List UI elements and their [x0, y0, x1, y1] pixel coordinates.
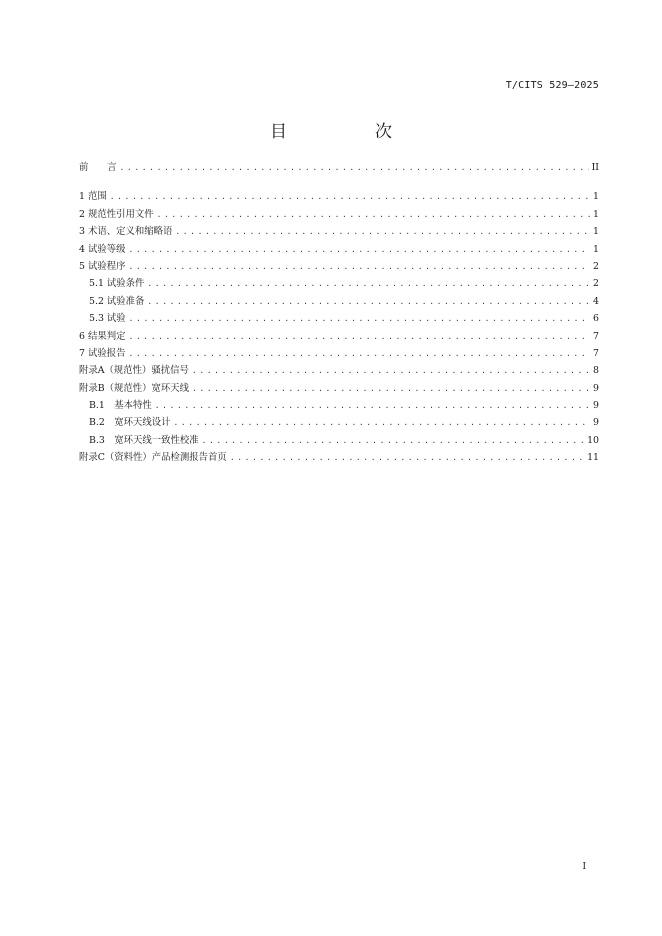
toc-leader-dots	[155, 397, 590, 414]
toc-entry[interactable]	[79, 328, 599, 345]
toc-entry-page: 1	[593, 208, 599, 220]
toc-entry-label: 附录B（规范性）宽环天线	[79, 382, 190, 394]
toc-entry-page: II	[591, 161, 599, 173]
toc-entry-label: 3 术语、定义和缩略语	[79, 226, 173, 238]
toc-leader-dots	[128, 258, 590, 275]
toc-entry[interactable]	[79, 241, 599, 258]
toc-entry-label: 5.2 试验准备	[89, 295, 145, 307]
toc-entry-page: 9	[593, 400, 599, 412]
toc-entry-page: 7	[593, 330, 599, 342]
toc-entry[interactable]	[79, 432, 599, 449]
toc-entry-page: 11	[587, 452, 599, 464]
toc-leader-dots	[173, 414, 590, 431]
toc-entry-label: 2 规范性引用文件	[79, 208, 154, 220]
toc-leader-dots	[202, 432, 584, 449]
toc-leader-dots	[128, 328, 590, 345]
toc-entry-label: 附录C（资料性）产品检测报告首页	[79, 452, 227, 464]
toc-entry-label: 5.1 试验条件	[89, 278, 145, 290]
toc-entry-preface[interactable]	[79, 159, 599, 176]
toc-entry-page: 7	[593, 347, 599, 359]
toc-entry-label: 7 试验报告	[79, 347, 126, 359]
toc-entry-page: 1	[593, 191, 599, 203]
toc-entry[interactable]	[79, 258, 599, 275]
toc-leader-dots	[129, 310, 590, 327]
toc-entry-page: 2	[593, 278, 599, 290]
toc-leader-dots	[230, 449, 584, 466]
toc-entry-page: 8	[593, 365, 599, 377]
document-code: T/CITS 529—2025	[505, 80, 599, 91]
toc-entry[interactable]	[79, 449, 599, 466]
toc-entry[interactable]	[79, 223, 599, 240]
toc-leader-dots	[192, 362, 590, 379]
toc-entry[interactable]	[79, 380, 599, 397]
toc-leader-dots	[128, 241, 590, 258]
toc-entry-page: 10	[587, 434, 599, 446]
toc-leader-dots	[157, 206, 590, 223]
toc-entry-label: 5 试验程序	[79, 260, 126, 272]
table-of-contents	[79, 159, 599, 467]
toc-leader-dots	[147, 275, 590, 292]
toc-leader-dots	[110, 188, 590, 205]
toc-entry-label: B.3 宽环天线一致性校准	[89, 434, 199, 446]
toc-leader-dots	[147, 293, 590, 310]
toc-entry-label: B.2 宽环天线设计	[89, 417, 171, 429]
toc-entry[interactable]	[79, 293, 599, 310]
toc-entry[interactable]	[79, 275, 599, 292]
toc-entry[interactable]	[79, 188, 599, 205]
toc-leader-dots	[175, 223, 590, 240]
toc-entry[interactable]	[79, 362, 599, 379]
toc-entry-page: 2	[593, 260, 599, 272]
toc-leader-dots	[128, 345, 590, 362]
toc-entry-label: 1 范围	[79, 191, 107, 203]
toc-entry-label: 前 言	[79, 161, 117, 173]
toc-entry-label: 5.3 试验	[89, 313, 126, 325]
toc-entry-page: 1	[593, 243, 599, 255]
toc-entry-label: 6 结果判定	[79, 330, 126, 342]
toc-entry[interactable]	[79, 310, 599, 327]
toc-entry-label: 4 试验等级	[79, 243, 126, 255]
page-number: I	[582, 862, 586, 872]
toc-spacer	[79, 176, 599, 188]
toc-leader-dots	[192, 380, 590, 397]
toc-entry-page: 1	[593, 226, 599, 238]
toc-entry-page: 4	[593, 295, 599, 307]
toc-entry-page: 9	[593, 382, 599, 394]
toc-title: 目 次	[270, 122, 410, 142]
toc-leader-dots	[120, 159, 589, 176]
toc-list	[79, 188, 599, 466]
toc-entry[interactable]	[79, 206, 599, 223]
toc-entry-page: 9	[593, 417, 599, 429]
toc-entry[interactable]	[79, 397, 599, 414]
toc-entry[interactable]	[79, 414, 599, 431]
toc-entry-label: B.1 基本特性	[89, 400, 152, 412]
toc-entry[interactable]	[79, 345, 599, 362]
toc-entry-label: 附录A（规范性）骚扰信号	[79, 365, 189, 377]
toc-entry-page: 6	[593, 313, 599, 325]
